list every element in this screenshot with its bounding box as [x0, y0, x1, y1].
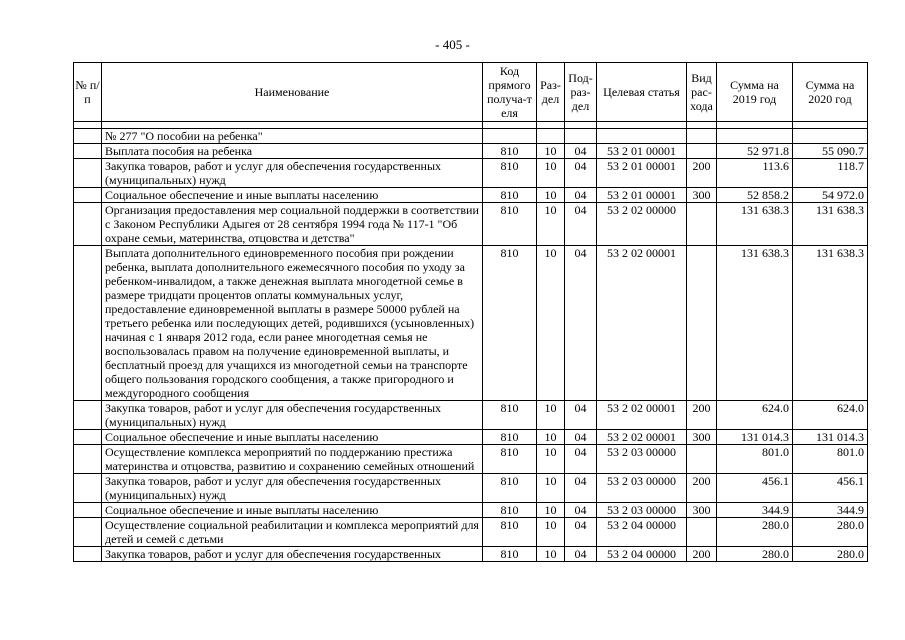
row-article: 53 2 03 00000 [597, 445, 687, 474]
row-sum-2020: 131 014.3 [793, 430, 868, 445]
row-expense-type [687, 445, 717, 474]
row-sum-2020: 280.0 [793, 518, 868, 547]
row-code: 810 [483, 503, 537, 518]
header-num: № п/п [74, 63, 102, 122]
row-expense-type [687, 246, 717, 401]
row-section: 10 [537, 474, 565, 503]
row-expense-type: 300 [687, 188, 717, 203]
table-header-row [74, 63, 868, 122]
row-sum-2020: 118.7 [793, 159, 868, 188]
row-sum-2020: 55 090.7 [793, 144, 868, 159]
row-num [74, 188, 102, 203]
row-article: 53 2 01 00001 [597, 159, 687, 188]
row-section: 10 [537, 203, 565, 246]
row-num [74, 401, 102, 430]
row-sum-2019: 52 971.8 [717, 144, 793, 159]
row-sum-2019: 131 638.3 [717, 203, 793, 246]
row-expense-type [687, 518, 717, 547]
row-subsection: 04 [565, 246, 597, 401]
row-sum-2019: 801.0 [717, 445, 793, 474]
row-expense-type: 200 [687, 474, 717, 503]
row-name: Закупка товаров, работ и услуг для обеспечения государственных (муниципальных) нужд [102, 159, 483, 188]
row-expense-type: 200 [687, 159, 717, 188]
header-sum-2019: Сумма на 2019 год [717, 63, 793, 122]
row-name: Организация предоставления мер социальной поддержки в соответствии с Законом Республики Адыгея от 28 сентября 1994 года № 117-1 "Об охране семьи, материнства, отцовства и детства" [102, 203, 483, 246]
row-num [74, 203, 102, 246]
row-expense-type: 200 [687, 547, 717, 562]
table-row [74, 129, 868, 144]
row-section: 10 [537, 188, 565, 203]
row-sum-2019: 131 638.3 [717, 246, 793, 401]
row-subsection: 04 [565, 144, 597, 159]
row-name: Осуществление комплекса мероприятий по поддержанию престижа материнства и отцовства, развитию и сохранению семейных отношений [102, 445, 483, 474]
row-num [74, 144, 102, 159]
table-row [74, 144, 868, 159]
header-section: Раз-дел [537, 63, 565, 122]
budget-table [73, 62, 868, 562]
row-num [74, 430, 102, 445]
row-sum-2019: 456.1 [717, 474, 793, 503]
table-row [74, 159, 868, 188]
row-expense-type: 300 [687, 430, 717, 445]
row-subsection: 04 [565, 445, 597, 474]
row-section: 10 [537, 159, 565, 188]
row-expense-type [687, 144, 717, 159]
row-subsection: 04 [565, 188, 597, 203]
row-num [74, 246, 102, 401]
row-article: 53 2 04 00000 [597, 518, 687, 547]
row-name: Закупка товаров, работ и услуг для обеспечения государственных (муниципальных) нужд [102, 401, 483, 430]
row-sum-2020: 131 638.3 [793, 246, 868, 401]
table-row [74, 246, 868, 401]
header-expense-type: Вид рас-хода [687, 63, 717, 122]
row-name: Закупка товаров, работ и услуг для обеспечения государственных [102, 547, 483, 562]
row-section: 10 [537, 401, 565, 430]
row-section: 10 [537, 547, 565, 562]
row-article: 53 2 02 00001 [597, 246, 687, 401]
row-section: 10 [537, 503, 565, 518]
row-subsection: 04 [565, 518, 597, 547]
row-sum-2019: 280.0 [717, 518, 793, 547]
header-subsection: Под-раз-дел [565, 63, 597, 122]
spacer-row [74, 122, 868, 129]
row-subsection: 04 [565, 203, 597, 246]
header-name: Наименование [102, 63, 483, 122]
row-subsection: 04 [565, 401, 597, 430]
row-num [74, 474, 102, 503]
row-code: 810 [483, 144, 537, 159]
row-section: 10 [537, 430, 565, 445]
row-sum-2020: 54 972.0 [793, 188, 868, 203]
header-code: Код прямого получа-т еля [483, 63, 537, 122]
row-sum-2019: 131 014.3 [717, 430, 793, 445]
row-sum-2019: 344.9 [717, 503, 793, 518]
row-article: 53 2 01 00001 [597, 144, 687, 159]
row-expense-type: 300 [687, 503, 717, 518]
row-code [483, 129, 537, 144]
row-subsection [565, 129, 597, 144]
table-row [74, 503, 868, 518]
row-code: 810 [483, 474, 537, 503]
row-article: 53 2 02 00001 [597, 401, 687, 430]
row-name: Выплата пособия на ребенка [102, 144, 483, 159]
row-sum-2019: 52 858.2 [717, 188, 793, 203]
row-sum-2020: 801.0 [793, 445, 868, 474]
row-num [74, 129, 102, 144]
row-num [74, 547, 102, 562]
row-article [597, 129, 687, 144]
row-article: 53 2 04 00000 [597, 547, 687, 562]
row-code: 810 [483, 547, 537, 562]
row-section: 10 [537, 246, 565, 401]
table-row [74, 547, 868, 562]
row-section: 10 [537, 144, 565, 159]
row-section: 10 [537, 518, 565, 547]
row-code: 810 [483, 445, 537, 474]
row-expense-type [687, 203, 717, 246]
row-subsection: 04 [565, 430, 597, 445]
row-code: 810 [483, 188, 537, 203]
row-code: 810 [483, 430, 537, 445]
row-article: 53 2 03 00000 [597, 503, 687, 518]
row-section: 10 [537, 445, 565, 474]
row-subsection: 04 [565, 474, 597, 503]
table-row [74, 430, 868, 445]
table-row [74, 401, 868, 430]
row-name: Социальное обеспечение и иные выплаты населению [102, 430, 483, 445]
row-name: Осуществление социальной реабилитации и комплекса мероприятий для детей и семей с детьми [102, 518, 483, 547]
row-code: 810 [483, 159, 537, 188]
row-sum-2020: 280.0 [793, 547, 868, 562]
row-article: 53 2 01 00001 [597, 188, 687, 203]
row-sum-2020: 624.0 [793, 401, 868, 430]
table-row [74, 203, 868, 246]
row-sum-2020: 344.9 [793, 503, 868, 518]
row-num [74, 518, 102, 547]
row-sum-2019: 113.6 [717, 159, 793, 188]
row-sum-2020: 456.1 [793, 474, 868, 503]
row-name: Закупка товаров, работ и услуг для обеспечения государственных (муниципальных) нужд [102, 474, 483, 503]
row-sum-2020: 131 638.3 [793, 203, 868, 246]
row-name: Выплата дополнительного единовременного пособия при рождении ребенка, выплата дополнительного ежемесячного пособия по уходу за ребенком-инвалидом, а также денежная выплата многодетной семье в размере тридцати процентов оплаты коммунальных услуг, предоставление единовременной выплаты в размере 50000 рублей на третьего ребенка или последующих детей, родившихся (усыновленных) начиная с 1 января 2012 года, если ранее многодетная семья не воспользовалась правом на получение единовременной выплаты, и бесплатный проезд для учащихся из многодетной семьи на транспорте общего пользования городского сообщения, а также пригородного и междугородного сообщения [102, 246, 483, 401]
row-code: 810 [483, 203, 537, 246]
row-article: 53 2 03 00000 [597, 474, 687, 503]
table-row [74, 474, 868, 503]
row-sum-2020 [793, 129, 868, 144]
row-num [74, 445, 102, 474]
header-article: Целевая статья [597, 63, 687, 122]
row-article: 53 2 02 00000 [597, 203, 687, 246]
table-row [74, 518, 868, 547]
row-sum-2019: 280.0 [717, 547, 793, 562]
row-section [537, 129, 565, 144]
row-name: № 277 "О пособии на ребенка" [102, 129, 483, 144]
row-num [74, 159, 102, 188]
row-article: 53 2 02 00001 [597, 430, 687, 445]
row-expense-type [687, 129, 717, 144]
row-sum-2019: 624.0 [717, 401, 793, 430]
row-subsection: 04 [565, 503, 597, 518]
row-code: 810 [483, 246, 537, 401]
page-number: - 405 - [435, 37, 470, 52]
row-code: 810 [483, 518, 537, 547]
table-row [74, 188, 868, 203]
header-sum-2020: Сумма на 2020 год [793, 63, 868, 122]
row-code: 810 [483, 401, 537, 430]
row-expense-type: 200 [687, 401, 717, 430]
row-name: Социальное обеспечение и иные выплаты населению [102, 188, 483, 203]
row-subsection: 04 [565, 159, 597, 188]
row-num [74, 503, 102, 518]
row-subsection: 04 [565, 547, 597, 562]
table-row [74, 445, 868, 474]
row-name: Социальное обеспечение и иные выплаты населению [102, 503, 483, 518]
row-sum-2019 [717, 129, 793, 144]
